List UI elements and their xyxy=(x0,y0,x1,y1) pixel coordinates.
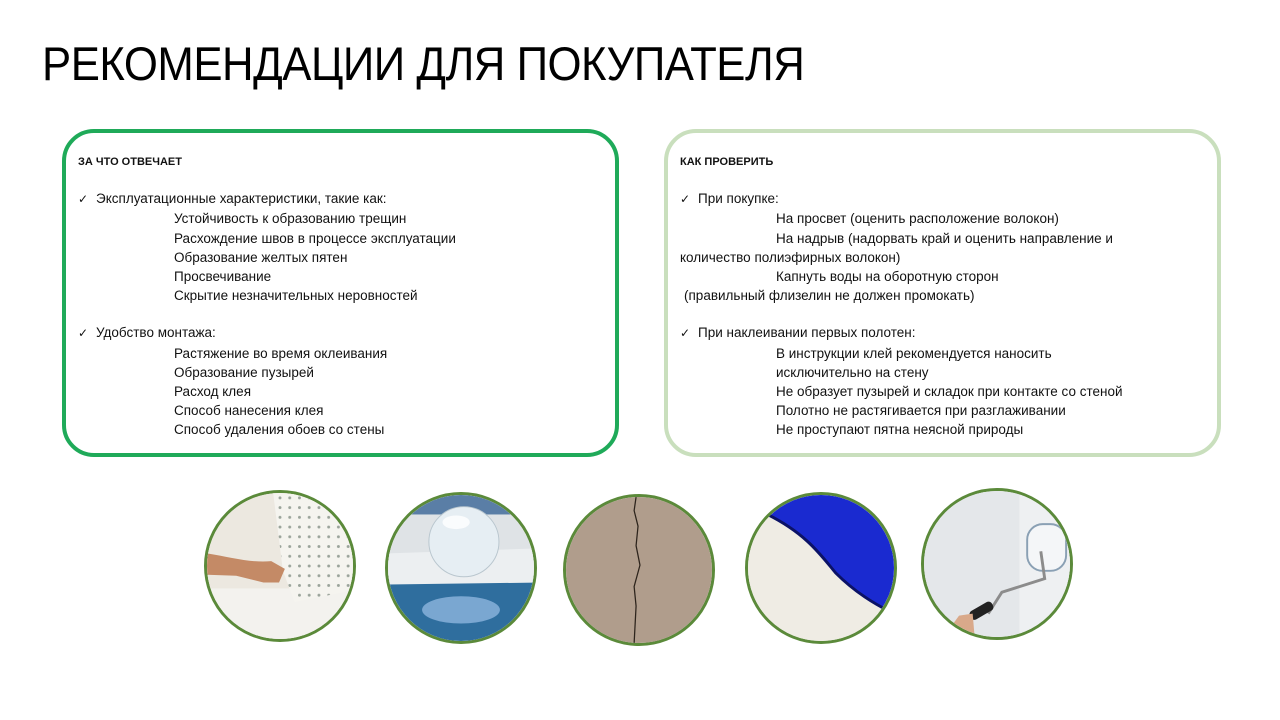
list-item: исключительно на стену xyxy=(776,364,929,380)
list-item: Устойчивость к образованию трещин xyxy=(174,211,407,227)
box-heading: ЗА ЧТО ОТВЕЧАЕТ xyxy=(78,156,182,168)
section-label: При покупке: xyxy=(698,191,779,207)
list-item: Скрытие незначительных неровностей xyxy=(174,288,418,304)
list-item: Просвечивание xyxy=(174,269,272,285)
list-item: Способ нанесения клея xyxy=(174,403,324,419)
list-item: Расхождение швов в процессе эксплуатации xyxy=(174,230,456,246)
wallpaper-peel-photo xyxy=(204,490,356,642)
list-item: Капнуть воды на оборотную сторон xyxy=(776,269,999,285)
list-item: Образование пузырей xyxy=(174,364,314,380)
box-heading: КАК ПРОВЕРИТЬ xyxy=(680,156,774,168)
section-label: Эксплуатационные характеристики, такие как: xyxy=(96,191,387,207)
list-item: В инструкции клей рекомендуется наносить xyxy=(776,345,1052,361)
list-item: Расход клея xyxy=(174,384,252,400)
list-item: На просвет (оценить расположение волокон) xyxy=(776,211,1059,227)
page-title: РЕКОМЕНДАЦИИ ДЛЯ ПОКУПАТЕЛЯ xyxy=(42,37,805,90)
list-item: количество полиэфирных волокон) xyxy=(680,249,901,265)
checkmark-icon: ✓ xyxy=(78,326,89,341)
list-item: Не образует пузырей и складок при контакте со стеной xyxy=(776,384,1123,400)
list-item: Образование желтых пятен xyxy=(174,249,348,265)
list-item: Растяжение во время оклеивания xyxy=(174,345,388,361)
list-item: (правильный флизелин не должен промокать) xyxy=(684,288,975,304)
responsibilities-box xyxy=(62,129,619,457)
section-purchase xyxy=(680,189,1207,305)
section-label: При наклеивании первых полотен: xyxy=(698,325,916,341)
list-item: Способ удаления обоев со стены xyxy=(174,422,385,438)
paint-roller-photo xyxy=(921,488,1073,640)
water-drop-photo xyxy=(385,492,537,644)
list-item: На надрыв (надорвать край и оценить направление и xyxy=(776,230,1113,246)
section-first-sheets xyxy=(680,323,1207,439)
how-to-check-box xyxy=(664,129,1221,457)
checkmark-icon: ✓ xyxy=(680,192,691,207)
checkmark-icon: ✓ xyxy=(680,326,691,341)
wall-crack-photo xyxy=(563,494,715,646)
checkmark-icon: ✓ xyxy=(78,192,89,207)
section-performance xyxy=(78,189,605,305)
section-label: Удобство монтажа: xyxy=(96,325,216,341)
section-installation xyxy=(78,323,605,439)
photo-strip xyxy=(0,488,1280,648)
fibers-closeup-photo xyxy=(745,492,897,644)
list-item: Полотно не растягивается при разглаживании xyxy=(776,403,1066,419)
list-item: Не проступают пятна неясной природы xyxy=(776,422,1024,438)
